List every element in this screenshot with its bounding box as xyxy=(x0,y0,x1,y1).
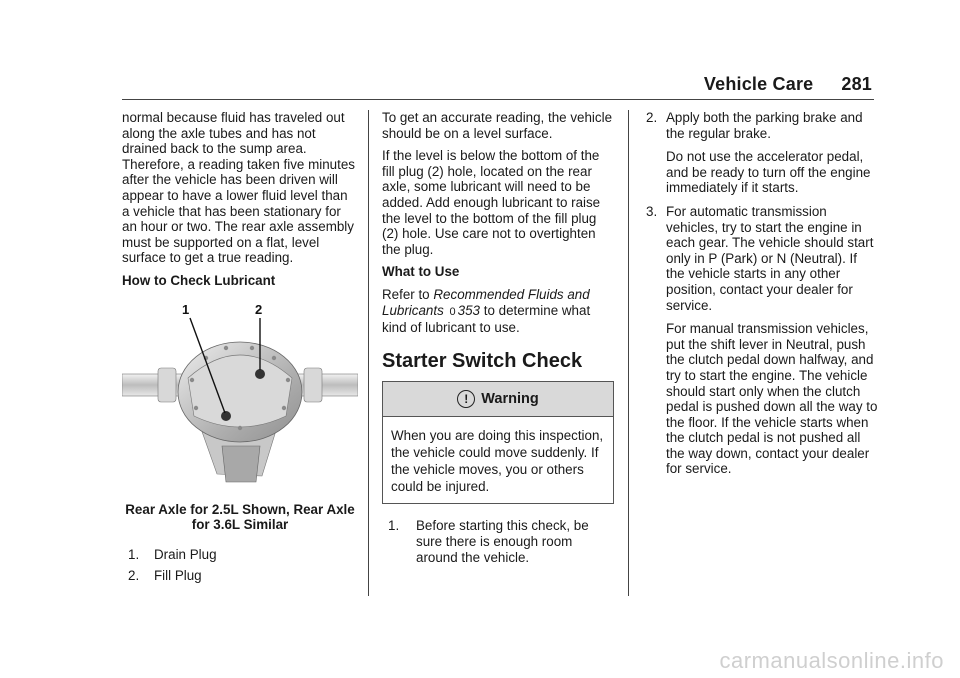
cross-reference-link[interactable]: Recommended Fluids and Lubricants xyxy=(382,286,590,318)
step-note: Do not use the accelerator pedal, and be ready to turn off the engine immediately if it starts. xyxy=(666,149,871,196)
list-item xyxy=(382,518,614,565)
step-note: For manual transmission vehicles, put the shift lever in Neutral, push the clutch pedal down halfway, and try to start the engine. The vehicle should start only when the clutch pedal is pushed down all the way to the floor. If the vehicle starts when the clutch pedal is not pushed all the way down, contact your dealer for service. xyxy=(666,321,878,477)
list-number: 1. xyxy=(388,518,400,534)
list-text: Drain Plug xyxy=(154,546,217,562)
refer-prefix: Refer to xyxy=(382,286,430,302)
list-number: 2. xyxy=(128,568,140,584)
rear-axle-illustration xyxy=(122,296,358,496)
figure-caption: Rear Axle for 2.5L Shown, Rear Axle for 3.6L Similar xyxy=(125,501,355,533)
paragraph: To get an accurate reading, the vehicle should be on a level surface. xyxy=(382,110,613,141)
page-number: 281 xyxy=(841,74,872,94)
list-item xyxy=(122,547,358,563)
page-header xyxy=(704,74,872,95)
subheading: How to Check Lubricant xyxy=(122,272,276,288)
callout-2: 2 xyxy=(255,301,263,317)
warning-symbol-icon: ! xyxy=(457,390,475,408)
subheading: What to Use xyxy=(382,264,460,280)
list-text: Fill Plug xyxy=(154,568,202,584)
warning-header xyxy=(383,382,613,417)
header-rule xyxy=(122,99,874,100)
refer-suffix: to determine what kind of lubricant to use. xyxy=(382,302,591,336)
list-text: Apply both the parking brake and the regular brake. xyxy=(666,110,863,141)
list-item xyxy=(122,568,358,584)
list-number: 3. xyxy=(646,203,658,219)
list-item xyxy=(646,204,878,313)
warning-title: Warning xyxy=(481,390,539,407)
column-1 xyxy=(122,110,358,590)
list-number: 2. xyxy=(646,110,658,125)
list-number: 1. xyxy=(128,546,140,562)
section-title: Vehicle Care xyxy=(703,74,814,94)
list-text: Before starting this check, be sure there is enough room around the vehicle. xyxy=(416,518,589,565)
paragraph: normal because fluid has traveled out along the axle tubes and has not drained back to the sump area. Therefore, a reading taken five minutes after the vehicle has been driven will appear to have a lower fluid level than a vehicle that has been stationary for an hour or two. The rear axle assembly must be supported on a flat, level surface to get a true reading. xyxy=(122,110,355,266)
cross-reference-page[interactable]: 353 xyxy=(457,302,480,318)
cross-reference-paragraph xyxy=(382,287,614,336)
watermark: carmanualsonline.info xyxy=(719,648,944,673)
column-3 xyxy=(646,110,878,485)
column-divider xyxy=(628,110,629,596)
warning-box xyxy=(382,381,614,504)
paragraph: If the level is below the bottom of the fill plug (2) hole, located on the rear axle, some lubricant will need to be added. Add enough lubricant to raise the level to the bottom of the fill plug (2) hole. Use care not to overtighten the plug. xyxy=(382,148,601,257)
list-text: For automatic transmission vehicles, try to start the engine in each gear. The vehicle should start only in P (Park) or N (Neutral). If the vehicle starts in any other position, contact your dealer for service. xyxy=(666,203,874,313)
callout-1: 1 xyxy=(182,301,190,317)
column-divider xyxy=(368,110,369,596)
section-heading: Starter Switch Check xyxy=(382,349,583,372)
warning-body: When you are doing this inspection, the vehicle could move suddenly. If the vehicle moves, you or others could be injured. xyxy=(391,428,604,495)
page-arrow-icon: 0 xyxy=(449,305,456,318)
list-item xyxy=(646,110,878,141)
column-2 xyxy=(382,110,614,573)
